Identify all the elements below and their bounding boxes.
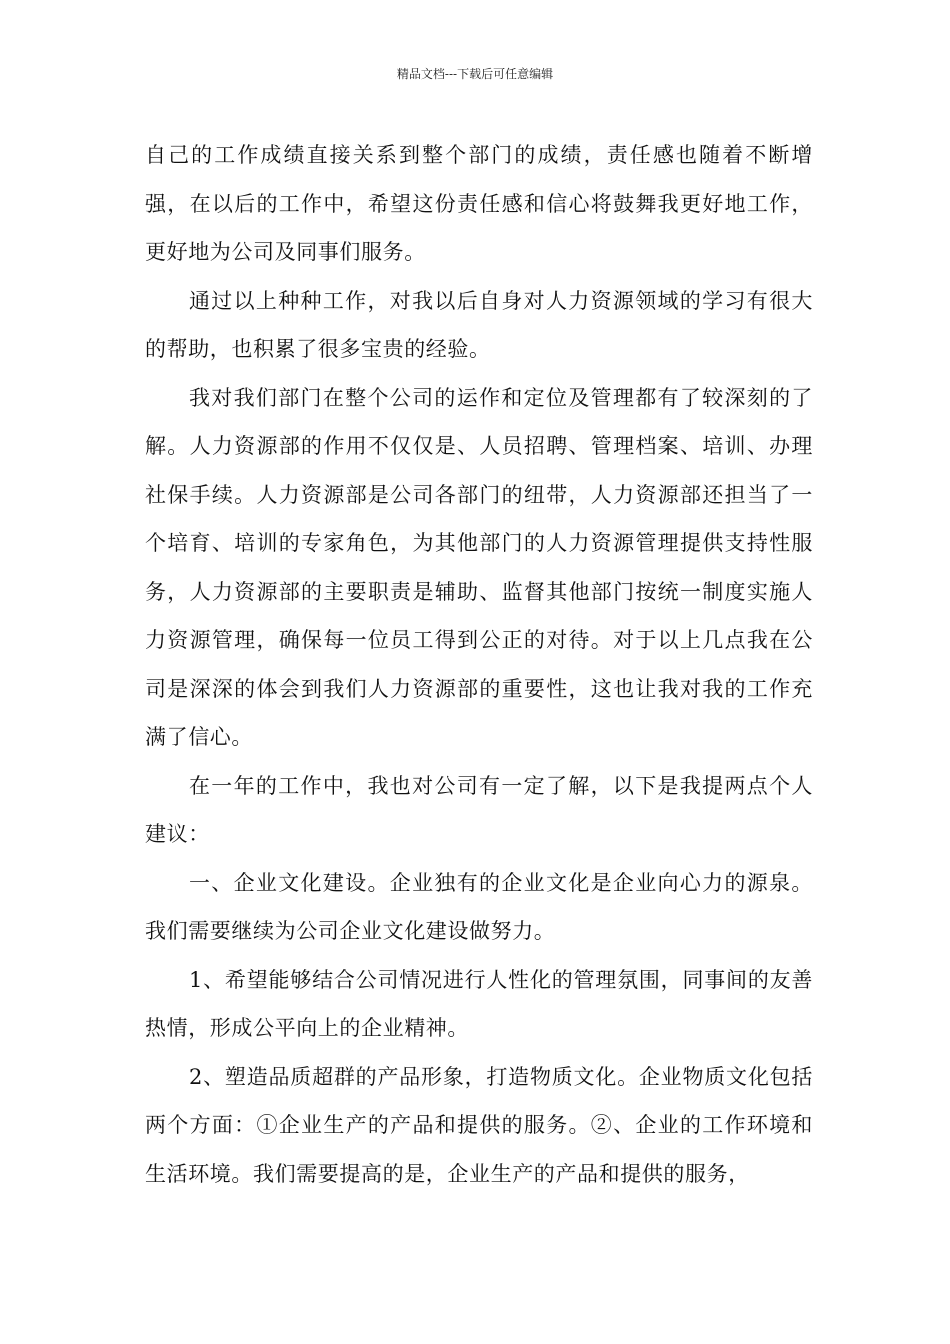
paragraph: 我对我们部门在整个公司的运作和定位及管理都有了较深刻的了解。人力资源部的作用不仅仅是、人员招聘、管理档案、培训、办理社保手续。人力资源部是公司各部门的纽带，人力资源部还担当了一个培育、培训的专家角色，为其他部门的人力资源管理提供支持性服务，人力资源部的主要职责是辅助、监督其他部门按统一制度实施人力资源管理，确保每一位员工得到公正的对待。对于以上几点我在公司是深深的体会到我们人力资源部的重要性，这也让我对我的工作充满了信心。 [145,385,813,749]
paragraph: 在一年的工作中，我也对公司有一定了解，以下是我提两点个人建议： [145,773,813,846]
page-header: 精品文档---下载后可任意编辑 [396,67,554,81]
paragraph: 一、企业文化建设。企业独有的企业文化是企业向心力的源泉。我们需要继续为公司企业文化建设做努力。 [145,870,813,943]
paragraph: 通过以上种种工作，对我以后自身对人力资源领域的学习有很大的帮助，也积累了很多宝贵的经验。 [145,288,813,361]
document-body [145,131,813,1198]
paragraph: 1、希望能够结合公司情况进行人性化的管理氛围，同事间的友善热情，形成公平向上的企业精神。 [145,967,813,1040]
paragraph: 2、塑造品质超群的产品形象，打造物质文化。企业物质文化包括两个方面：①企业生产的产品和提供的服务。②、企业的工作环境和生活环境。我们需要提高的是，企业生产的产品和提供的服务， [145,1064,813,1186]
paragraph: 自己的工作成绩直接关系到整个部门的成绩，责任感也随着不断增强，在以后的工作中，希望这份责任感和信心将鼓舞我更好地工作，更好地为公司及同事们服务。 [145,143,813,264]
